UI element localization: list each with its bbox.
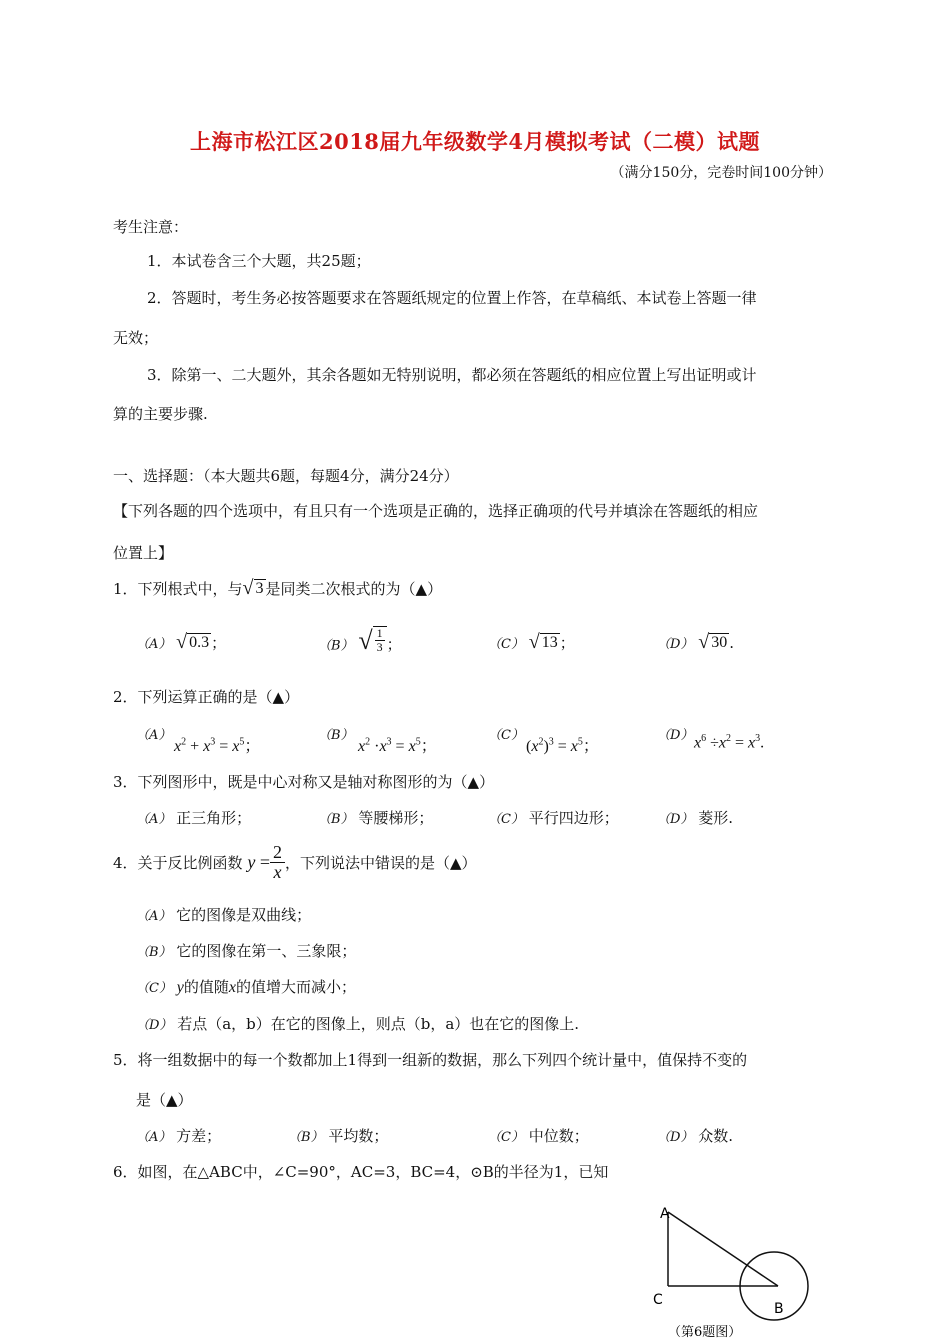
question-3-option-c: （C） 平行四边形； xyxy=(488,809,619,827)
question-1-stem: 1．下列根式中，与 √ 3 是同类二次根式的为（▲） xyxy=(113,577,443,599)
question-2-option-a-label: （A） xyxy=(136,728,172,743)
figure-caption: （第6题图） xyxy=(668,1325,742,1340)
vertex-a-label: A xyxy=(660,1206,670,1222)
question-2-option-c-label: （C） xyxy=(488,728,524,743)
question-6-figure xyxy=(640,1200,820,1344)
notice-item-1: 1．本试卷含三个大题，共25题； xyxy=(147,252,371,270)
question-5-stem-line2: 是（▲） xyxy=(136,1091,193,1109)
question-2-option-c: $(x^2)^3 = x^5$； xyxy=(526,736,599,755)
question-4-option-c: （C） y的值随x的值增大而减小； xyxy=(136,978,356,996)
question-5-option-c: （C） 中位数； xyxy=(488,1127,589,1145)
question-4-option-d: （D） 若点（a，b）在它的图像上，则点（b，a）也在它的图像上. xyxy=(136,1015,580,1033)
question-5-option-d: （D） 众数. xyxy=(657,1127,733,1145)
question-2-option-d-label: （D） xyxy=(657,728,694,743)
question-2-option-a: $x^2 + x^3 = x^5$； xyxy=(174,736,261,755)
question-2-option-d: $x^6 \div x^2 = x^3$. xyxy=(694,733,765,752)
vertex-c-label: C xyxy=(653,1292,663,1308)
question-5-option-a: （A） 方差； xyxy=(136,1127,222,1145)
sqrt3-radical: √ 3 xyxy=(242,577,264,599)
section1-instructions-line1: 【下列各题的四个选项中，有且只有一个选项是正确的，选择正确项的代号并填涂在答题纸的相应 xyxy=(113,502,759,520)
section1-heading: 一、选择题：（本大题共6题，每题4分，满分24分） xyxy=(113,467,459,485)
question-2-option-b-label: （B） xyxy=(318,728,354,743)
question-3-option-b: （B） 等腰梯形； xyxy=(318,809,434,827)
question-3-option-a: （A） 正三角形； xyxy=(136,809,252,827)
question-2-stem: 2．下列运算正确的是（▲） xyxy=(113,688,300,706)
question-1-option-b: （B） √ $\frac{1}{3}$ ； xyxy=(318,626,402,656)
side-ab xyxy=(668,1212,778,1286)
question-3-stem: 3．下列图形中，既是中心对称又是轴对称图形的为（▲） xyxy=(113,773,495,791)
question-1-option-d: （D） √ 30 . xyxy=(657,631,734,653)
question-1-option-a: （A） √ 0.3 ； xyxy=(136,631,227,653)
function-fraction: $\frac{2}{x}$ xyxy=(270,843,285,882)
vertex-b-label: B xyxy=(774,1301,784,1317)
question-5-stem-line1: 5．将一组数据中的每一个数都加上1得到一组新的数据，那么下列四个统计量中，值保持不变的 xyxy=(113,1051,748,1069)
notice-item-3-line1: 3．除第一、二大题外，其余各题如无特别说明，都必须在答题纸的相应位置上写出证明或计 xyxy=(147,366,757,384)
notice-item-3-line2: 算的主要步骤. xyxy=(113,405,208,423)
question-1-option-c: （C） √ 13 ； xyxy=(488,631,575,653)
question-2-option-b: $x^2 \cdot x^3 = x^5$； xyxy=(358,736,437,755)
question-5-option-b: （B） 平均数； xyxy=(288,1127,389,1145)
notice-item-2-line1: 2．答题时，考生务必按答题要求在答题纸规定的位置上作答，在草稿纸、本试卷上答题一律 xyxy=(147,289,757,307)
page-subtitle: （满分150分，完卷时间100分钟） xyxy=(610,165,832,181)
question-4-stem: 4．关于反比例函数 y = $\frac{2}{x}$ ，下列说法中错误的是（▲） xyxy=(113,842,477,882)
section1-instructions-line2: 位置上】 xyxy=(113,544,174,562)
question-3-option-d: （D） 菱形. xyxy=(657,809,733,827)
question-4-option-b: （B） 它的图像在第一、三象限； xyxy=(136,942,357,960)
notice-heading: 考生注意： xyxy=(113,218,189,236)
question-4-option-a: （A） 它的图像是双曲线； xyxy=(136,906,312,924)
page-title: 上海市松江区2018届九年级数学4月模拟考试（二模）试题 xyxy=(189,129,761,154)
question-6-stem: 6．如图，在△ABC中，∠C=90°，AC=3，BC=4，⊙B的半径为1，已知 xyxy=(113,1163,609,1181)
notice-item-2-line2: 无效； xyxy=(113,329,159,347)
